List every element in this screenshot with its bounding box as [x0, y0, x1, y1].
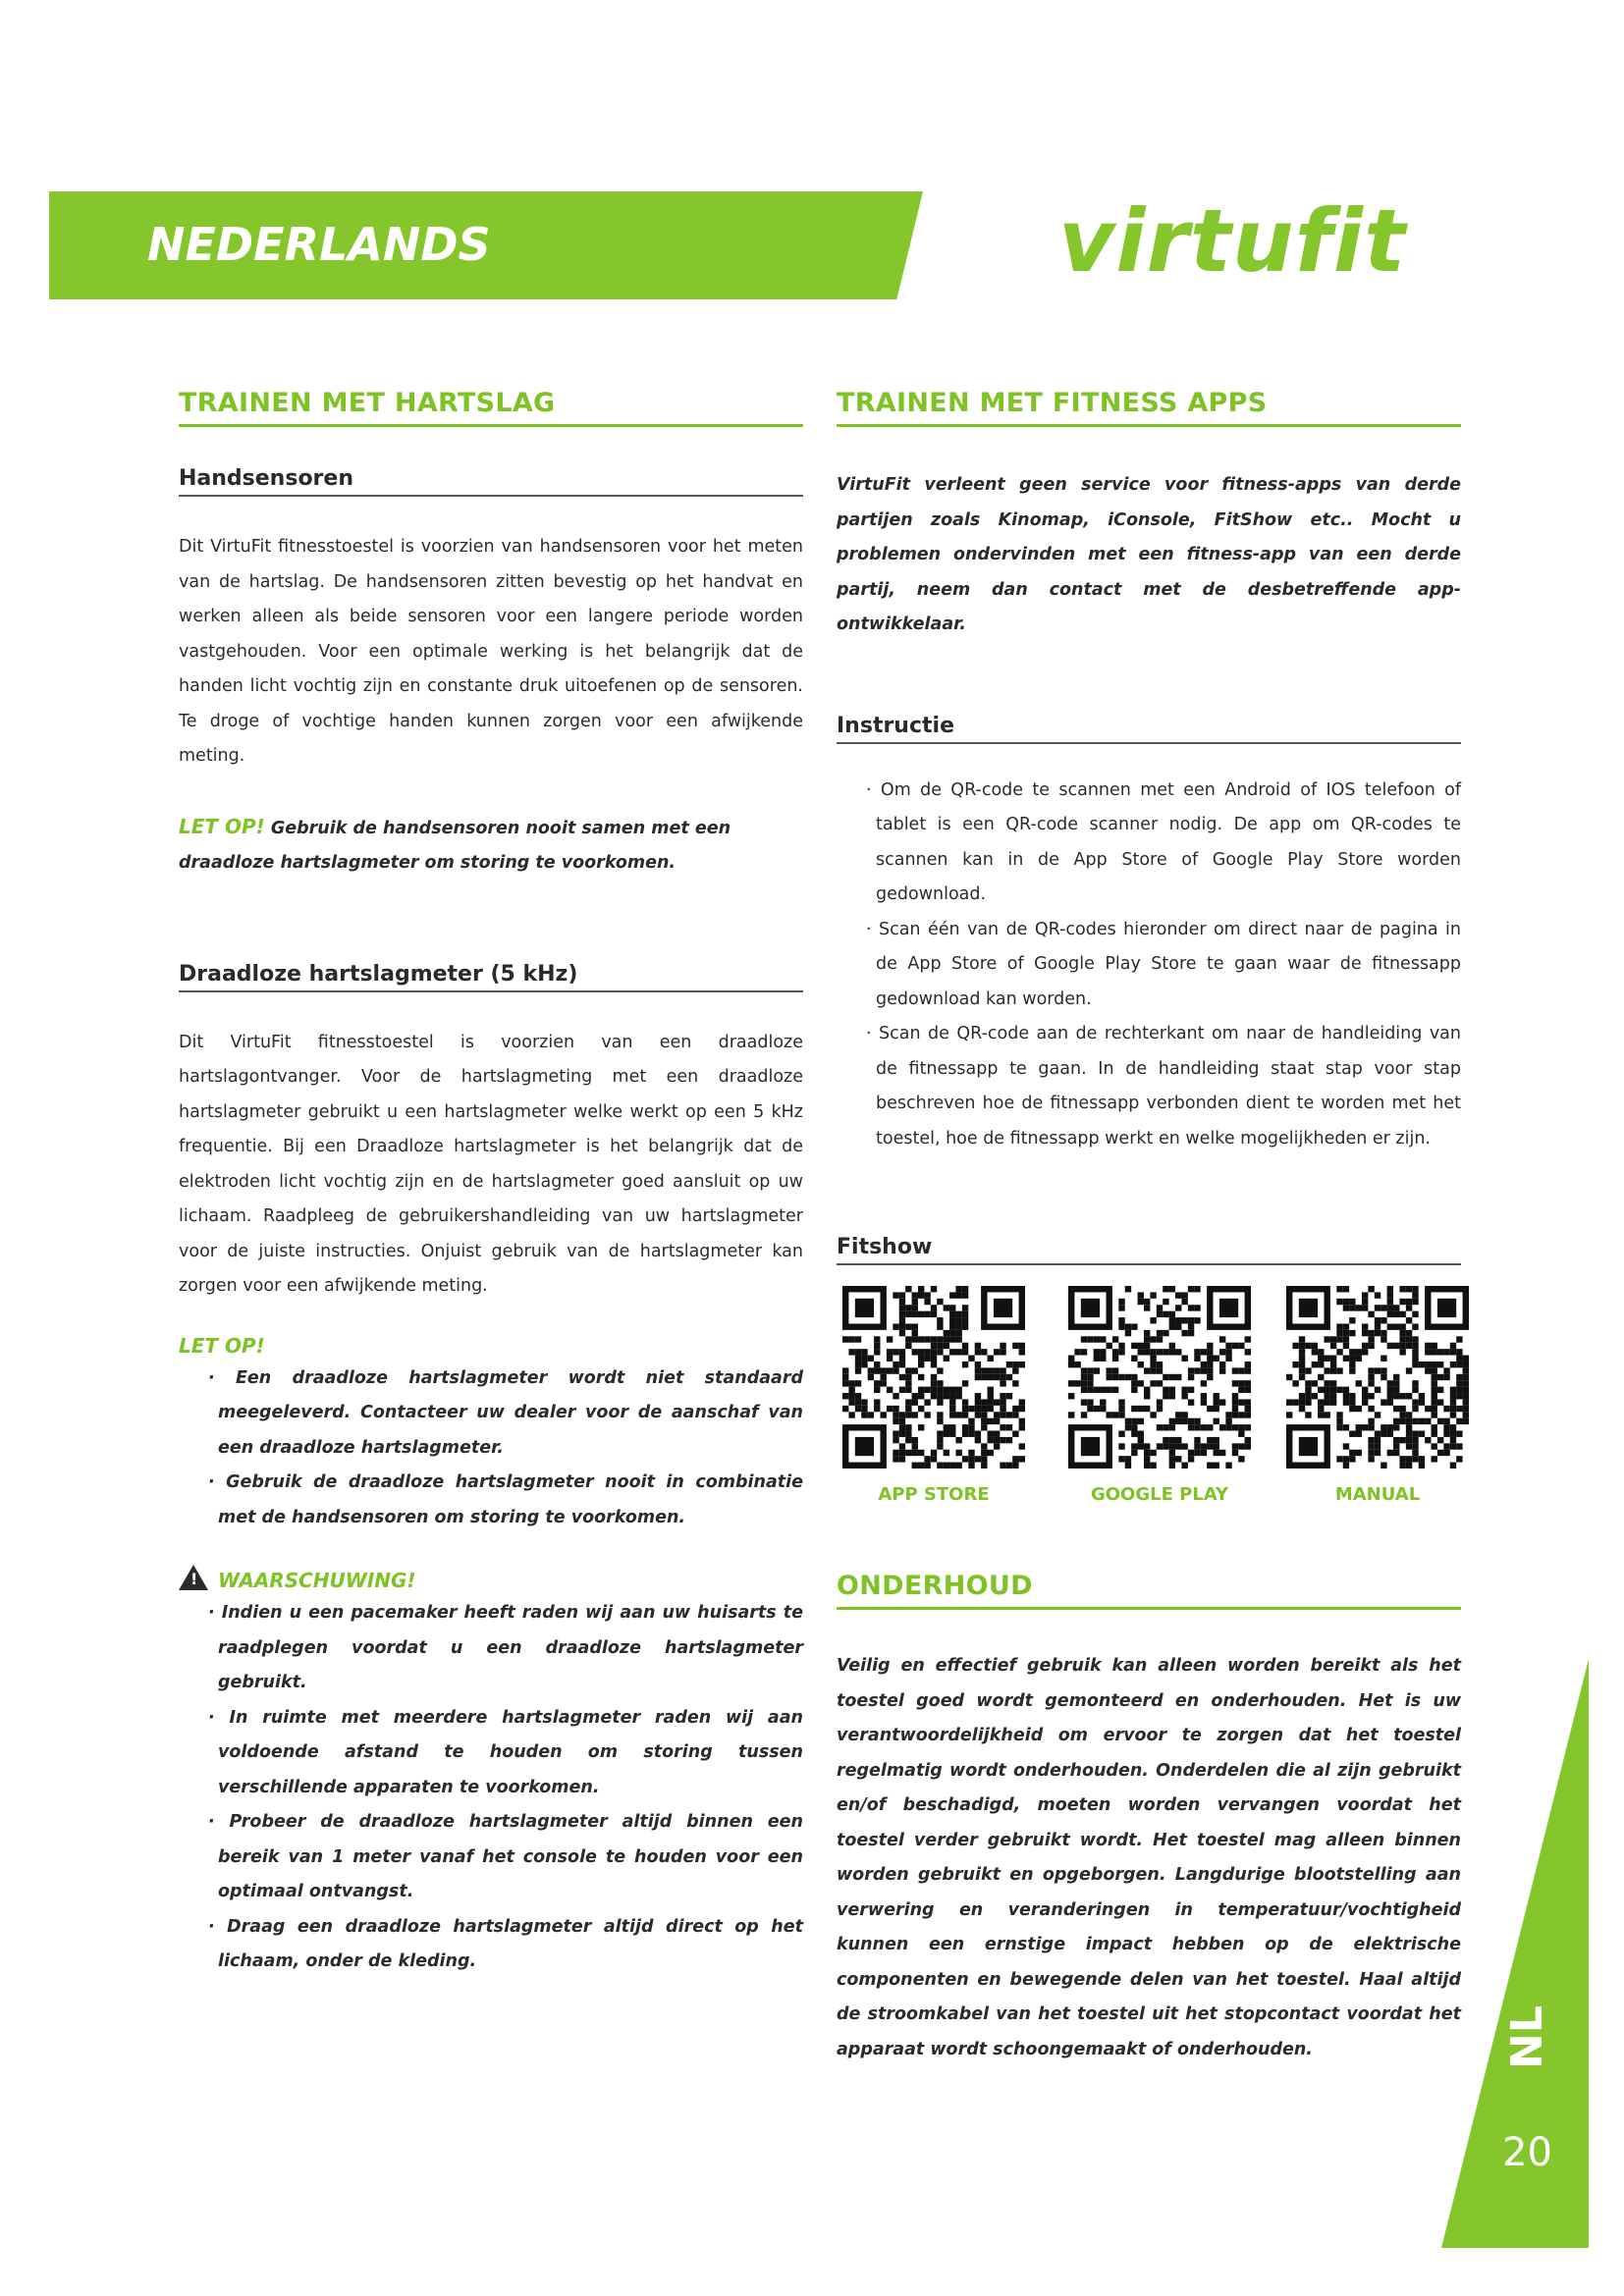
warning-label: WAARSCHUWING!: [218, 1569, 416, 1592]
draadloos-text: Dit VirtuFit fitnesstoestel is voorzien van een draadloze hartslagontvanger. Voor de hartslagmeting met een draadloze hartslagmeter gebruikt u een hartslagmeter welke werkt op een 5 kHz frequentie. Bij een Draadloze hartslagmeter is het belangrijk dat de elektroden licht vochtig zijn en de hartslagmeter goed aansluit op uw lichaam. Raadpleeg de gebruikershandleiding van uw hartslagmeter voor de juiste instructies. Onjuist gebruik van de hartslagmeter kan zorgen voor een afwijkende meting.: [179, 1032, 803, 1296]
page-number: 20: [1502, 2130, 1552, 2175]
onderhoud-text: Veilig en effectief gebruik kan alleen worden bereikt als het toestel goed wordt gemonteerd en onderhouden. Het is uw verantwoordelijkheid om ervoor te zorgen dat het toestel regelmatig wordt onderhouden. Onderdelen die al zijn gebruikt en/of beschadigd, moeten worden vervangen voordat het toestel verder gebruikt wordt. Het toestel mag alleen binnen worden gebruikt en opgeborgen. Langdurige blootstelling aan verwering en veranderingen in temperatuur/vochtigheid kunnen een ernstige impact hebben op de elektrische componenten en bewegende delen van het toestel. Haal altijd de stroomkabel van het toestel uit het stopcontact voordat het apparaat wordt schoongemaakt of onderhouden.: [837, 1656, 1461, 2059]
qr-code-google-play[interactable]: [1068, 1286, 1251, 1468]
qr-label-app-store: APP STORE: [878, 1484, 990, 1505]
fitness-apps-intro: VirtuFit verleent geen service voor fitness-apps van derde partijen zoals Kinomap, iConsole, FitShow etc.. Mocht u problemen ondervinden met een fitness-app van een derde partij, neem dan contact met de desbetreffende app-ontwikkelaar.: [837, 475, 1461, 634]
letop-bullet: · Een draadloze hartslagmeter wordt niet standaard meegeleverd. Contacteer uw dealer voor de aanschaf van een draadloze hartslagmeter.: [208, 1367, 803, 1458]
qr-label-google-play: GOOGLE PLAY: [1090, 1484, 1229, 1505]
fitshow-heading-wrap: [837, 1235, 1461, 1265]
onderhoud-block: [837, 1571, 1461, 2067]
instructie-bullet: · Scan de QR-code aan de rechterkant om naar de handleiding van de fitnessapp te gaan. In de handleiding staat stap voor stap beschreven hoe de fitnessapp verbonden dient te worden met het toestel, hoe de fitnessapp werkt en welke mogelijkheden er zijn.: [866, 1024, 1461, 1148]
instructie-bullet: · Om de QR-code te scannen met een Android of IOS telefoon of tablet is een QR-code scanner nodig. De app om QR-codes te scannen kan in de App Store of Google Play Store worden gedownload.: [866, 779, 1461, 904]
language-code: NL: [1502, 2005, 1552, 2069]
warning-bullet: · Probeer de draadloze hartslagmeter altijd binnen een bereik van 1 meter vanaf het console te houden voor een optimaal ontvangst.: [208, 1812, 803, 1901]
banner-title: NEDERLANDS: [147, 218, 491, 271]
section-title-hartslag: TRAINEN MET HARTSLAG: [179, 388, 803, 427]
section-title-onderhoud: ONDERHOUD: [837, 1571, 1461, 1610]
subsection-title-instructie: Instructie: [837, 714, 1461, 744]
warning-triangle-icon: !: [179, 1565, 208, 1590]
warning-bullet: · In ruimte met meerdere hartslagmeter raden wij aan voldoende afstand te houden om storing tussen verschillende apparaten te voorkomen.: [208, 1707, 803, 1797]
warning-heading: [179, 1565, 803, 1592]
qr-label-manual: MANUAL: [1334, 1484, 1421, 1505]
section-title-fitness-apps: TRAINEN MET FITNESS APPS: [837, 388, 1461, 427]
right-column: [837, 388, 1461, 1156]
subsection-title-draadloos: Draadloze hartslagmeter (5 kHz): [179, 962, 803, 992]
letop-label: LET OP!: [179, 814, 265, 838]
letop-bullet: · Gebruik de draadloze hartslagmeter nooit in combinatie met de handsensoren om storing te voorkomen.: [208, 1472, 803, 1527]
qr-code-row: [837, 1286, 1465, 1505]
warning-bullet: · Indien u een pacemaker heeft raden wij aan uw huisarts te raadplegen voordat u een draadloze hartslagmeter gebruikt.: [208, 1603, 803, 1692]
handsensoren-text: Dit VirtuFit fitnesstoestel is voorzien van handsensoren voor het meten van de hartslag. De handsensoren zitten bevestig op het handvat en werken alleen als beide sensoren voor een langere periode worden vastgehouden. Voor een optimale werking is het belangrijk dat de handen licht vochtig zijn en constante druk uitoefenen op de sensoren. Te droge of vochtige handen kunnen zorgen voor een afwijkende meting.: [179, 537, 803, 766]
subsection-title-fitshow: Fitshow: [837, 1235, 1461, 1265]
warning-bullet: · Draag een draadloze hartslagmeter altijd direct op het lichaam, onder de kleding.: [208, 1916, 803, 1971]
letop-text: Gebruik de handsensoren nooit samen met een draadloze hartslagmeter om storing te voorkomen.: [179, 818, 731, 873]
instructie-bullet: · Scan één van de QR-codes hieronder om direct naar de pagina in de App Store of Google Play Store te gaan waar de fitnessapp gedownload kan worden.: [866, 919, 1461, 1009]
qr-code-manual[interactable]: [1286, 1286, 1469, 1468]
handsensoren-note: [179, 810, 803, 881]
left-column: [179, 388, 803, 1980]
letop-label-2: LET OP!: [179, 1333, 265, 1358]
subsection-title-handsensoren: Handsensoren: [179, 466, 803, 497]
virtufit-logo: virtufit: [1058, 190, 1407, 292]
qr-code-app-store[interactable]: [842, 1286, 1025, 1468]
